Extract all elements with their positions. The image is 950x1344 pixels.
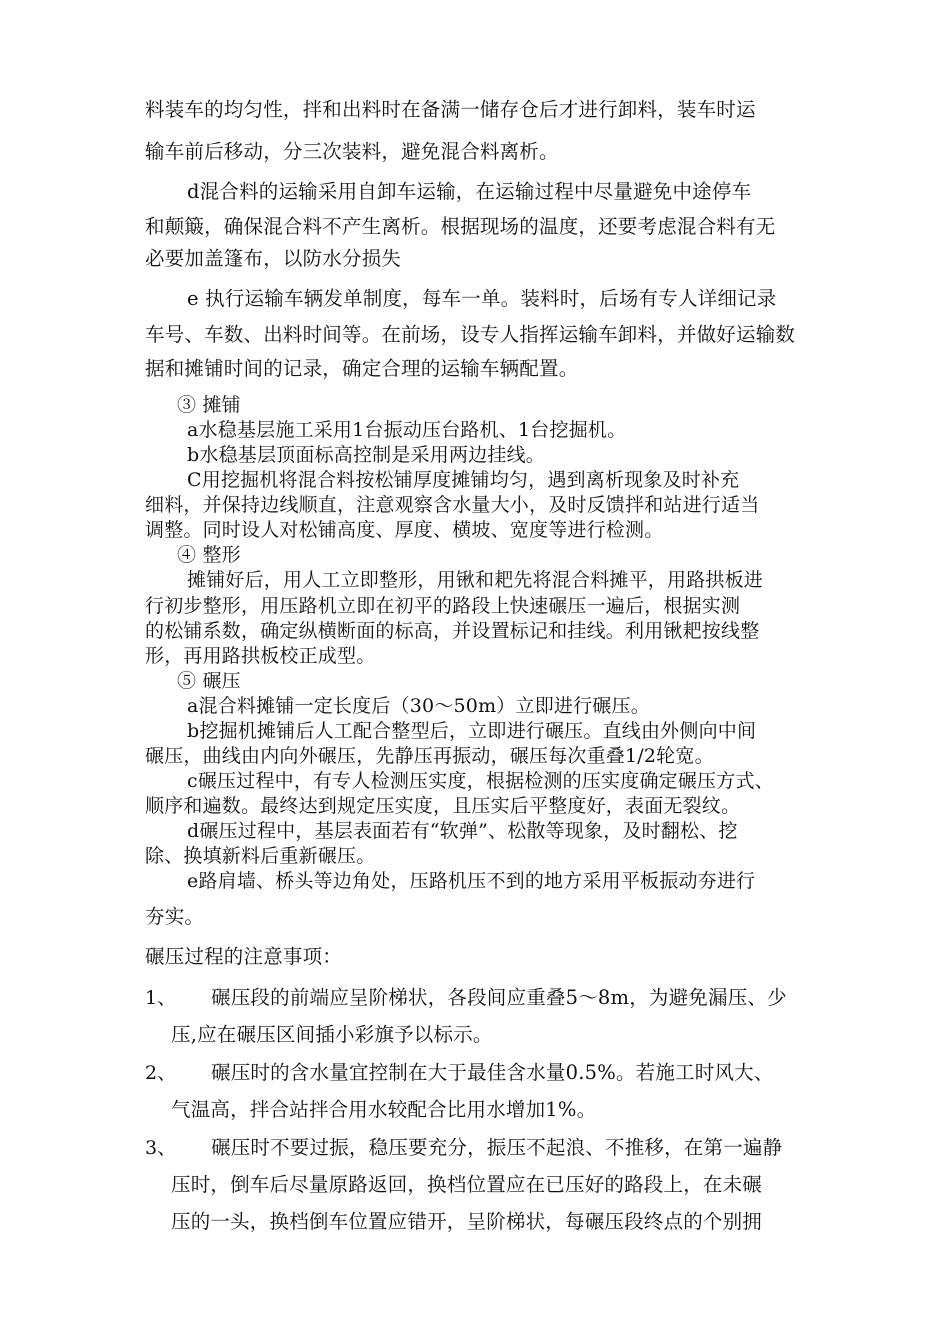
paragraph-line: b水稳基层顶面标高控制是采用两边挂线。 (187, 444, 545, 466)
paragraph-line: 据和摊铺时间的记录，确定合理的运输车辆配置。 (145, 357, 579, 380)
list-number: 2、 (145, 1062, 177, 1084)
paragraph-line: a水稳基层施工采用1台振动压台路机、1台挖掘机。 (187, 419, 627, 441)
paragraph-line: C用挖掘机将混合料按松铺厚度摊铺均匀，遇到离析现象及时补充 (187, 469, 740, 491)
list-item-line: 碾压时不要过振，稳压要充分，振压不起浪、不推移，在第一遍静 (211, 1136, 783, 1159)
notes-title: 碾压过程的注意事项： (145, 945, 343, 968)
list-item-line: 碾压时的含水量宜控制在大于最佳含水量0.5%。若施工时风大、 (211, 1061, 774, 1084)
paragraph-line: 形，再用路拱板校正成型。 (145, 645, 376, 667)
paragraph-line: 的松铺系数，确定纵横断面的标高，并设置标记和挂线。利用锹耙按线整 (145, 620, 760, 642)
paragraph-line: 碾压，曲线由内向外碾压，先静压再振动，碾压每次重叠1/2轮宽。 (145, 745, 714, 767)
list-item-line: 压的一头，换档倒车位置应错开，呈阶梯状，每碾压段终点的个别拥 (171, 1210, 763, 1233)
paragraph-line: b挖掘机摊铺后人工配合整型后，立即进行碾压。直线由外侧向中间 (187, 720, 757, 742)
paragraph-line: 输车前后移动，分三次装料，避免混合料离析。 (145, 140, 559, 163)
list-item-line: 气温高，拌合站拌合用水较配合比用水增加1%。 (171, 1098, 597, 1121)
list-item-line: 压时，倒车后尽量原路返回，换档位置应在已压好的路段上，在未碾 (171, 1173, 763, 1196)
section-heading: ④ 整形 (177, 544, 241, 566)
paragraph-line: e 执行运输车辆发单制度，每车一单。装料时，后场有专人详细记录 (187, 287, 777, 310)
paragraph-line: e路肩墙、桥头等边角处，压路机压不到的地方采用平板振动夯进行 (187, 870, 756, 892)
list-item-line: 压,应在碾压区间插小彩旗予以标示。 (171, 1023, 493, 1046)
paragraph-line: 调整。同时设人对松铺高度、厚度、横坡、宽度等进行检测。 (145, 519, 664, 541)
list-number: 3、 (145, 1137, 177, 1159)
paragraph-line: c碾压过程中，有专人检测压实度，根据检测的压实度确定碾压方式、 (187, 770, 774, 792)
paragraph-line: a混合料摊铺一定长度后（30～50m）立即进行碾压。 (187, 695, 650, 717)
section-heading: ③ 摊铺 (177, 394, 241, 416)
list-item-line: 碾压段的前端应呈阶梯状，各段间应重叠5～8m，为避免漏压、少 (211, 986, 787, 1009)
section-heading: ⑤ 碾压 (177, 670, 241, 692)
paragraph-line: 顺序和遍数。最终达到规定压实度，且压实后平整度好，表面无裂纹。 (145, 795, 741, 817)
paragraph-line: 车号、车数、出料时间等。在前场，设专人指挥运输车卸料，并做好运输数 (145, 323, 796, 346)
paragraph-line: 必要加盖篷布，以防水分损失 (145, 247, 402, 270)
paragraph-line: 细料，并保持边线顺直，注意观察含水量大小，及时反馈拌和站进行适当 (145, 494, 760, 516)
paragraph-line: 夯实。 (145, 905, 205, 928)
paragraph-line: 料装车的均匀性，拌和出料时在备满一储存仓后才进行卸料，装车时运 (145, 98, 756, 121)
paragraph-line: d碾压过程中，基层表面若有“软弹”、松散等现象，及时翻松、挖 (187, 820, 738, 842)
paragraph-line: 摊铺好后，用人工立即整形，用锹和耙先将混合料摊平，用路拱板进 (187, 569, 764, 591)
paragraph-line: 行初步整形，用压路机立即在初平的路段上快速碾压一遍后，根据实测 (145, 595, 741, 617)
paragraph-line: d混合料的运输采用自卸车运输，在运输过程中尽量避免中途停车 (187, 180, 752, 203)
list-number: 1、 (145, 987, 177, 1009)
paragraph-line: 和颠簸，确保混合料不产生离析。根据现场的温度，还要考虑混合料有无 (145, 215, 776, 238)
paragraph-line: 除、换填新料后重新碾压。 (145, 845, 376, 867)
